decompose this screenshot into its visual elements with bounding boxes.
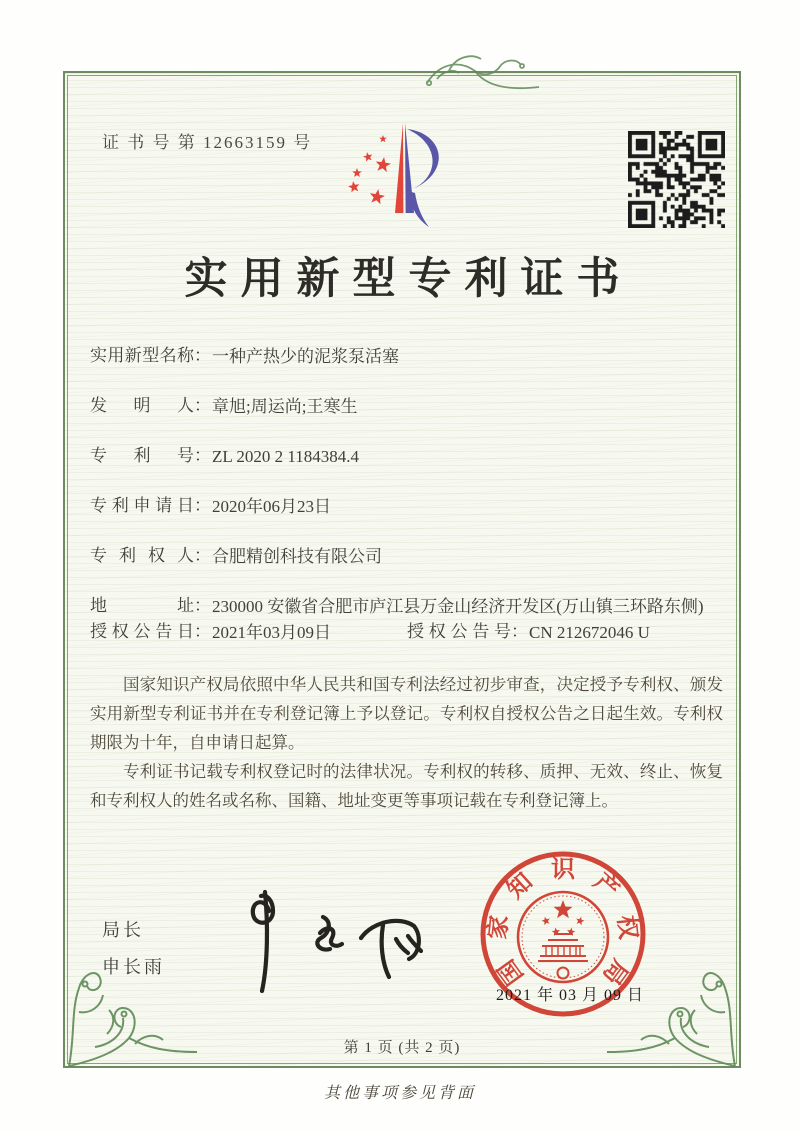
field-colon: ： [194,546,211,565]
field-value: 一种产热少的泥浆泵活塞 [212,347,399,366]
field-row [90,595,730,619]
fields-section [90,345,730,671]
field-colon: ： [194,496,211,515]
director-name: 申长雨 [102,957,165,977]
field-label: 专利申请日 [90,496,194,515]
seal-date: 2021 年 03 月 09 日 [496,987,645,1004]
signature-icon [223,881,438,1001]
field-value: 230000 安徽省合肥市庐江县万金山经济开发区(万山镇三环路东侧) [212,597,704,616]
svg-text:产: 产 [588,868,624,905]
field-colon: ： [194,596,211,615]
field-colon: ： [194,446,211,465]
field-label: 专利号 [90,446,194,465]
field-colon: ： [194,622,211,641]
field-label: 实用新型名称 [90,346,194,365]
field-colon: ： [194,346,211,365]
field-label: 发明人 [90,396,194,415]
field-label: 专利权人 [90,546,194,565]
field-label: 地址 [90,596,194,615]
patent-office-logo-icon [340,113,472,243]
certificate-number: 证 书 号 第 12663159 号 [102,133,313,152]
field-row [90,545,730,569]
field-value: 合肥精创科技有限公司 [212,547,382,566]
paragraph: 国家知识产权局依照中华人民共和国专利法经过初步审查，决定授予专利权、颁发实用新型专利证书并在专利登记簿上予以登记。专利权自授权公告之日起生效。专利权期限为十年，自申请日起算。 [90,675,723,752]
field-value: 2020年06月23日 [212,497,331,516]
field-colon: ： [511,622,528,641]
field-row [90,395,730,419]
certificate-title: 实用新型专利证书 [184,256,633,303]
director-title: 局长 [102,920,144,940]
svg-text:知: 知 [502,868,538,905]
page-number: 第 1 页 (共 2 页) [343,1040,461,1056]
field-row [90,445,730,469]
body-text [90,670,723,815]
back-note: 其他事项参见背面 [323,1085,476,1102]
field-value: ZL 2020 2 1184384.4 [212,447,360,466]
svg-text:局: 局 [597,954,633,989]
field-value: 章旭;周运尚;王寒生 [212,397,358,416]
svg-text:识: 识 [551,857,575,883]
field-label: 授权公告日 [90,622,194,641]
svg-text:国: 国 [493,954,529,989]
svg-text:权: 权 [612,914,641,941]
certificate-frame [63,71,741,1068]
field-row [90,621,730,645]
field-colon: ： [194,396,211,415]
field-value: 2021年03月09日 [212,623,331,642]
field-label: 授权公告号 [407,622,511,641]
field-row [90,345,730,369]
national-emblem-icon [518,892,608,982]
paragraph: 专利证书记载专利权登记时的法律状况。专利权的转移、质押、无效、终止、恢复和专利权人的姓名或名称、国籍、地址变更等事项记载在专利登记簿上。 [90,762,723,810]
svg-text:家: 家 [485,914,514,941]
field-row [90,495,730,519]
qr-code [628,131,725,228]
field-value: CN 212672046 U [529,623,650,642]
top-ornament-icon [423,49,543,107]
